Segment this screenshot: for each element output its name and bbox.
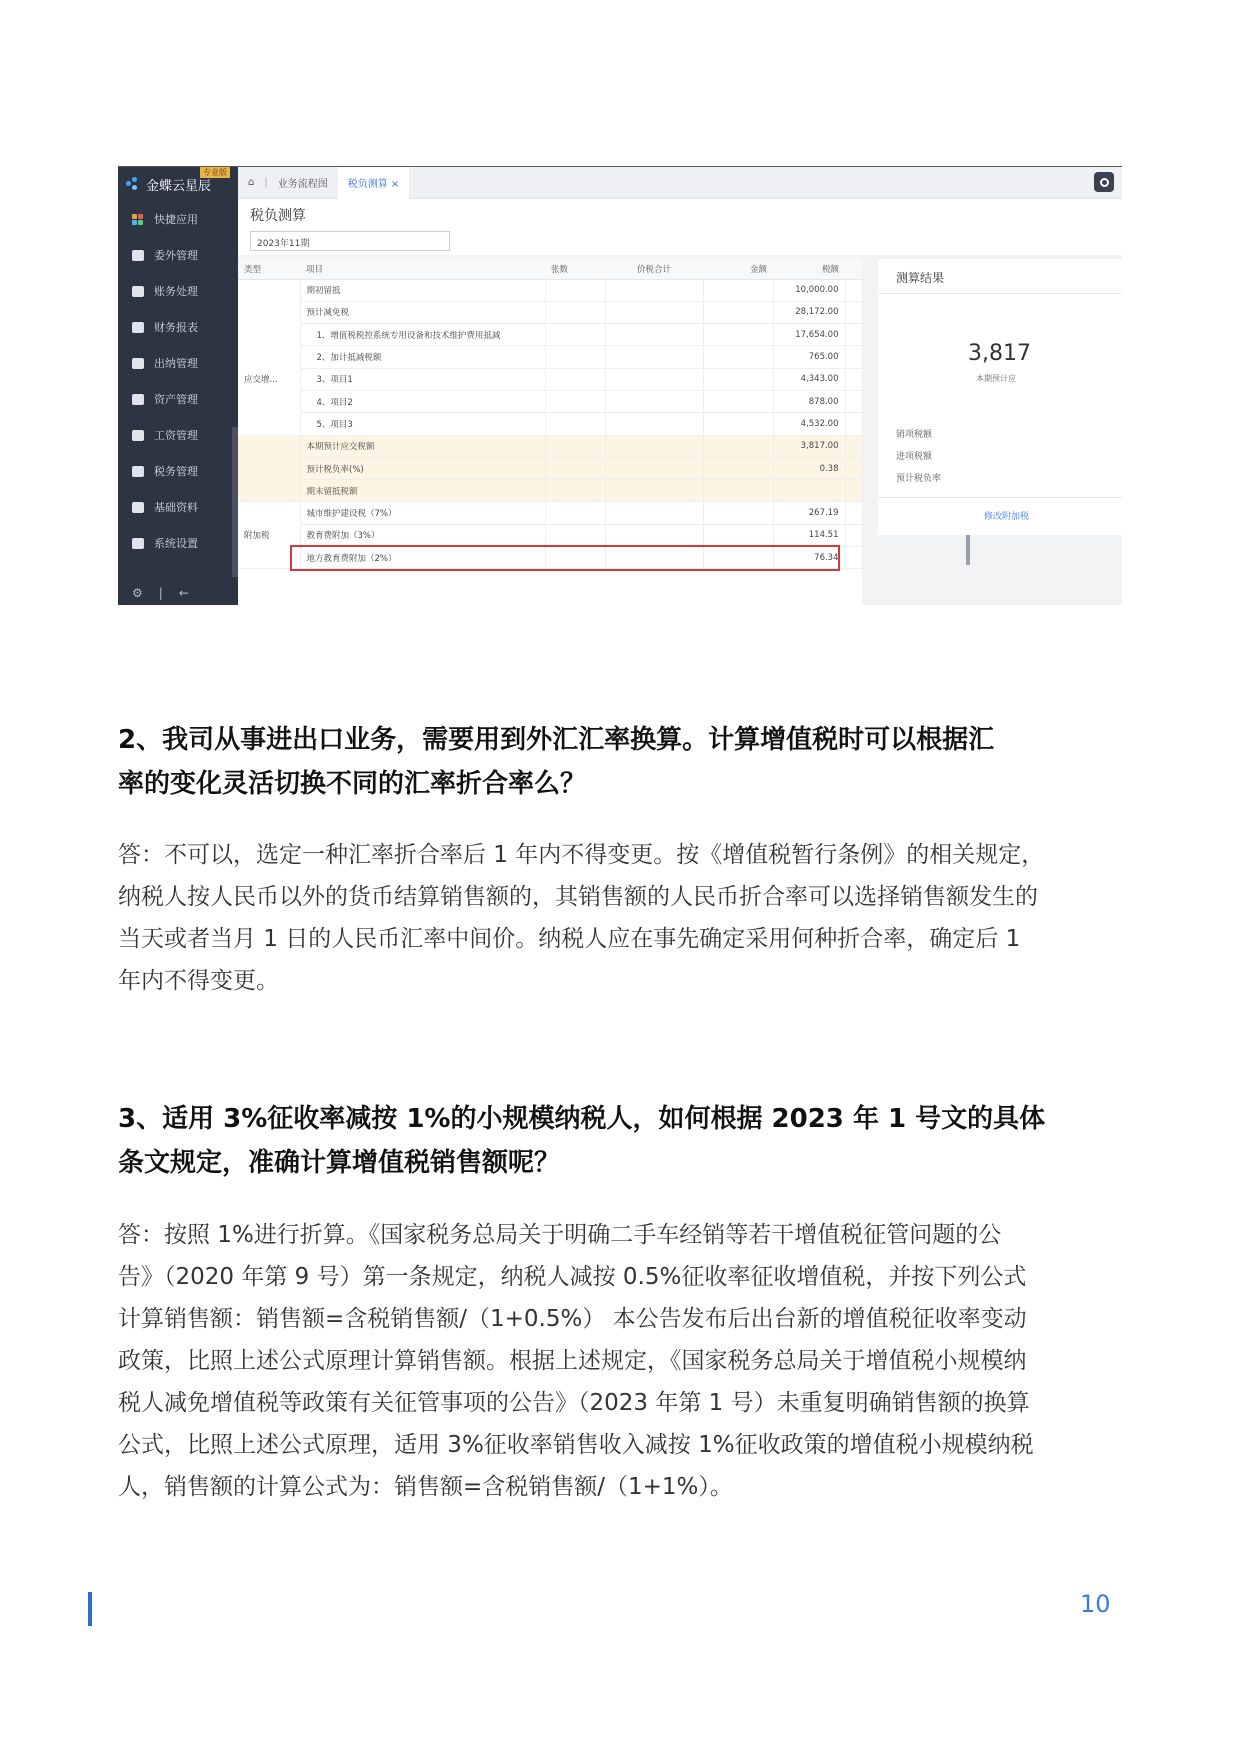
- row-tax: 4,343.00: [773, 368, 845, 390]
- tab-business-flow[interactable]: 业务流程图: [277, 179, 328, 190]
- sidebar-item-label: 工资管理: [154, 429, 198, 442]
- settings-gear-icon[interactable]: ⚙: [132, 586, 143, 600]
- sidebar-item-label: 系统设置: [154, 537, 198, 550]
- wallet-icon: [132, 430, 144, 441]
- sidebar-item-label: 快捷应用: [154, 213, 198, 226]
- ledger-icon: [132, 286, 144, 297]
- page-number: 10: [1080, 1590, 1111, 1618]
- table-row: [238, 480, 862, 502]
- highlight-box: [290, 545, 840, 571]
- row-item: 本期预计应交税额: [300, 435, 545, 457]
- row-tax: 17,654.00: [773, 324, 845, 346]
- sidebar-item[interactable]: [118, 453, 238, 489]
- row-tax: [773, 480, 845, 502]
- sidebar-item[interactable]: [118, 201, 238, 237]
- app-screenshot: [118, 166, 1122, 605]
- brand-name: 金蝶云星辰: [146, 178, 212, 194]
- row-tax: 10,000.00: [773, 279, 845, 301]
- row-item: 4、项目2: [300, 390, 545, 412]
- category-vat: 应交增...: [238, 368, 300, 390]
- col-count: 张数: [545, 259, 605, 279]
- sidebar-item-label: 资产管理: [154, 393, 198, 406]
- sidebar-item-label: 税务管理: [154, 465, 198, 478]
- table-row: [238, 502, 862, 524]
- row-tax: 0.38: [773, 457, 845, 479]
- cashier-icon: [132, 358, 144, 369]
- sidebar-item[interactable]: [118, 381, 238, 417]
- tax-icon: [132, 466, 144, 477]
- table-header-row: [238, 259, 862, 279]
- row-tax: 114.51: [773, 524, 845, 546]
- result-item-output-tax: 销项税额: [896, 430, 933, 440]
- row-tax: 765.00: [773, 346, 845, 368]
- row-item: 1、增值税税控系统专用设备和技术维护费用抵减: [300, 324, 545, 346]
- col-item: 项目: [300, 259, 545, 279]
- result-panel: [878, 259, 1122, 535]
- gear-icon: [132, 538, 144, 549]
- result-title: 测算结果: [896, 271, 945, 285]
- col-tax: 税额: [773, 259, 845, 279]
- sidebar-item[interactable]: [118, 489, 238, 525]
- sidebar-item-label: 账务处理: [154, 285, 198, 298]
- sidebar-item[interactable]: [118, 417, 238, 453]
- main-area: [238, 167, 1122, 605]
- table-row: [238, 279, 862, 301]
- table-row: [238, 524, 862, 546]
- edit-surcharge-link[interactable]: 修改附加税: [984, 512, 1030, 522]
- sidebar: [118, 167, 238, 605]
- row-tax: 267.19: [773, 502, 845, 524]
- brand-logo: [118, 167, 238, 201]
- col-type: 类型: [238, 259, 300, 279]
- row-item: 期初留抵: [300, 279, 545, 301]
- question-3: 3、适用 3%征收率减按 1%的小规模纳税人，如何根据 2023 年 1 号文的具体 条文规定，准确计算增值税销售额呢？: [118, 1104, 1046, 1178]
- layers-icon: [132, 502, 144, 513]
- sidebar-item[interactable]: [118, 237, 238, 273]
- result-value: 3,817: [968, 341, 1031, 366]
- table-row: [238, 457, 862, 479]
- col-amount: 金额: [703, 259, 773, 279]
- answer-3: 答：按照 1%进行折算。《国家税务总局关于明确二手车经销等若干增值税征管问题的公 告》（2020 年第 9 号）第一条规定，纳税人减按 0.5%征收率征收增值税，并按下列公式 计算销售额：销售额=含税销售额/（1+0.5%） 本公告发布后出台新的增值税征收率变动 政策，比照上述公式原理计算销售额。根据上述规定，《国家税务总局关于增值税小规模纳 税人减免增值税等政策有关征管事项的公告》（2023 年第 1 号）未重复明确销售额的换算 公式，比照上述公式原理，适用 3%征收率销售收入减按 1%征收政策的增值税小规模纳税 人，销售额的计算公式为：销售额=含税销售额/（1+1%）。: [118, 1222, 1034, 1500]
- table-row: [238, 368, 862, 390]
- period-select[interactable]: 2023年11期: [250, 231, 450, 251]
- apps-grid-icon: [132, 214, 144, 225]
- collapse-arrow-icon[interactable]: ←: [178, 586, 189, 600]
- logo-icon: [126, 177, 140, 191]
- sidebar-item-label: 出纳管理: [154, 357, 198, 370]
- table-row: [238, 301, 862, 323]
- row-item: 预计税负率(%): [300, 457, 545, 479]
- row-item: 期末留抵税额: [300, 480, 545, 502]
- sidebar-item[interactable]: [118, 309, 238, 345]
- row-tax: 3,817.00: [773, 435, 845, 457]
- brand-badge: 专业版: [200, 167, 230, 178]
- asset-icon: [132, 394, 144, 405]
- divider: |: [158, 586, 163, 600]
- table-row: [238, 390, 862, 412]
- tab-bar: ⌂ | 业务流程图 税负测算 ×: [238, 167, 1122, 199]
- row-tax: 28,172.00: [773, 301, 845, 323]
- row-tax: 4,532.00: [773, 413, 845, 435]
- table-row: [238, 435, 862, 457]
- row-item: 城市维护建设税（7%）: [300, 502, 545, 524]
- col-total: 价税合计: [605, 259, 703, 279]
- sidebar-item-label: 财务报表: [154, 321, 198, 334]
- page-title: 税负测算: [250, 208, 306, 224]
- page-header: [238, 199, 1122, 255]
- result-item-input-tax: 进项税额: [896, 452, 933, 462]
- table-row: [238, 346, 862, 368]
- table-row: [238, 324, 862, 346]
- calc-table-panel: [238, 259, 862, 605]
- sidebar-item[interactable]: [118, 345, 238, 381]
- result-value-label: 本期预计应: [976, 374, 1016, 383]
- result-item-tax-rate: 预计税负率: [896, 474, 942, 484]
- answer-2: 答：不可以，选定一种汇率折合率后 1 年内不得变更。按《增值税暂行条例》的相关规定， 纳税人按人民币以外的货币结算销售额的，其销售额的人民币折合率可以选择销售额发生的 当天或者当月 1 日的人民币汇率中间价。纳税人应在事先确定采用何种折合率，确定后 1 年内不得变更。: [118, 842, 1045, 994]
- search-icon[interactable]: [1094, 172, 1114, 192]
- sidebar-item[interactable]: [118, 273, 238, 309]
- report-icon: [132, 322, 144, 333]
- sidebar-item[interactable]: [118, 525, 238, 561]
- sidebar-item-label: 委外管理: [154, 249, 198, 262]
- page-marker-bar: [88, 1592, 92, 1626]
- row-item: 5、项目3: [300, 413, 545, 435]
- row-item: 预计减免税: [300, 301, 545, 323]
- home-icon[interactable]: ⌂: [248, 177, 255, 188]
- row-tax: 878.00: [773, 390, 845, 412]
- row-item: 2、加计抵减税额: [300, 346, 545, 368]
- sidebar-footer: [132, 586, 189, 600]
- row-item: 教育费附加（3%）: [300, 524, 545, 546]
- row-item: 3、项目1: [300, 368, 545, 390]
- table-row: [238, 413, 862, 435]
- sidebar-item-label: 基础资料: [154, 501, 198, 514]
- question-2: 2、我司从事进出口业务，需要用到外汇汇率换算。计算增值税时可以根据汇 率的变化灵活切换不同的汇率折合率么？: [118, 725, 995, 799]
- document-icon: [132, 250, 144, 261]
- row-tax: 76.34: [773, 547, 845, 569]
- calc-table: [238, 259, 863, 569]
- tab-tax-calc[interactable]: 税负测算 ×: [338, 167, 410, 199]
- category-surcharge: 附加税: [238, 524, 300, 546]
- row-item: 地方教育费附加（2%）: [300, 547, 545, 569]
